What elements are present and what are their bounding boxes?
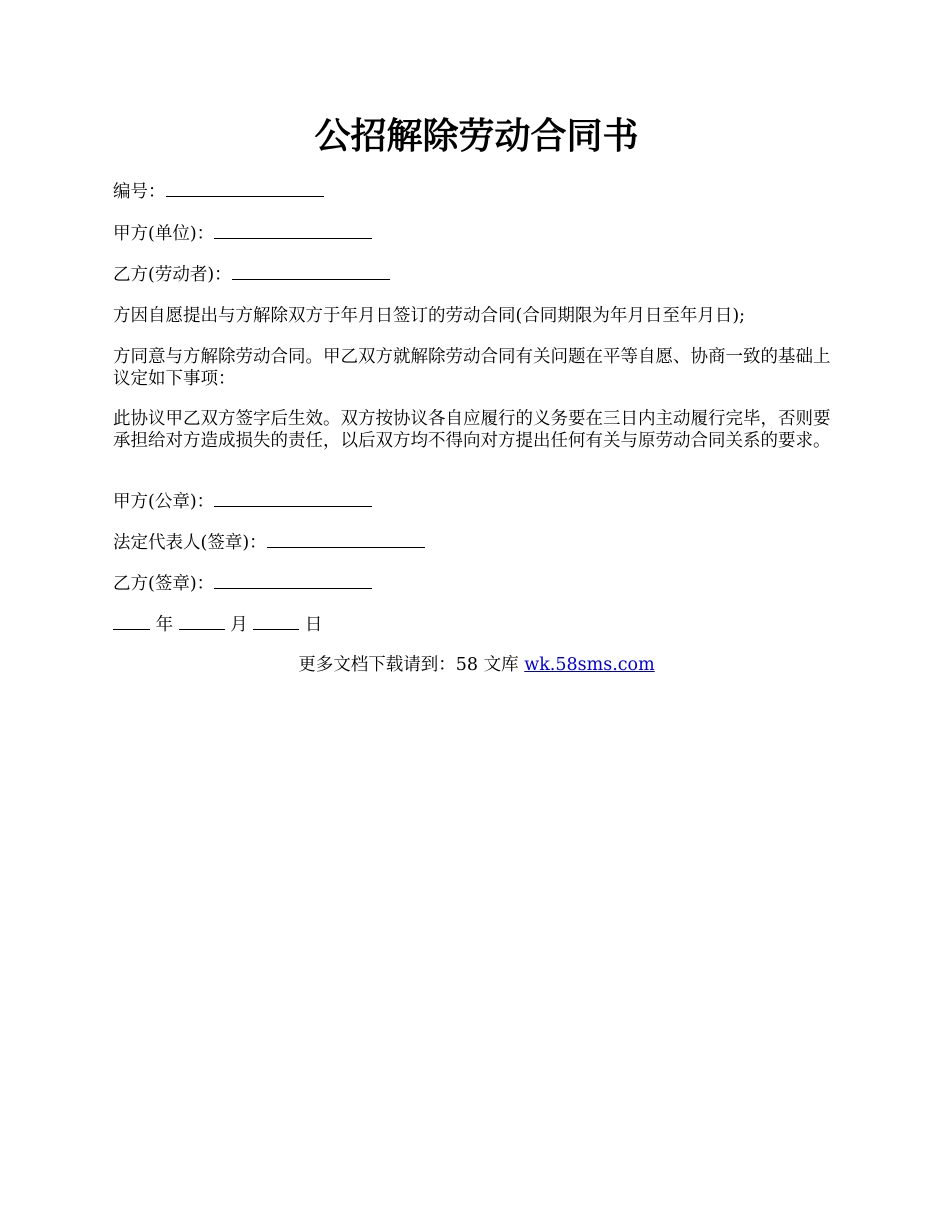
party-a-label: 甲方(单位)：: [113, 224, 215, 244]
party-b-sign-field: [113, 573, 840, 595]
date-line: [113, 614, 840, 636]
party-b-sign-label: 乙方(签章)：: [113, 574, 215, 594]
party-b-field: [113, 264, 840, 286]
day-blank: [253, 615, 299, 630]
party-b-label: 乙方(劳动者)：: [113, 265, 232, 285]
party-b-blank: [232, 265, 390, 280]
footer-text: 更多文档下载请到：58 文库: [298, 655, 519, 675]
party-a-blank: [214, 224, 372, 239]
year-blank: [113, 615, 150, 630]
number-field: [113, 181, 840, 203]
legal-rep-field: [113, 532, 840, 554]
party-a-seal-blank: [214, 492, 372, 507]
footer: [113, 654, 840, 676]
party-a-field: [113, 223, 840, 245]
month-blank: [179, 615, 225, 630]
legal-rep-blank: [267, 533, 425, 548]
document-title: 公招解除劳动合同书: [314, 115, 639, 157]
day-label: 日: [304, 615, 323, 635]
month-label: 月: [230, 615, 248, 635]
paragraph-3: 此协议甲乙双方签字后生效。双方按协议各自应履行的义务要在三日内主动履行完毕，否则要承担给对方造成损失的责任，以后双方均不得向对方提出任何有关与原劳动合同关系的要求。: [113, 409, 831, 451]
party-a-seal-field: [113, 491, 840, 513]
number-label: 编号：: [113, 182, 166, 202]
paragraph-2: 方同意与方解除劳动合同。甲乙双方就解除劳动合同有关问题在平等自愿、协商一致的基础上议定如下事项：: [113, 347, 831, 389]
party-a-seal-label: 甲方(公章)：: [113, 492, 215, 512]
party-b-sign-blank: [214, 574, 372, 589]
paragraph-1: 方因自愿提出与方解除双方于年月日签订的劳动合同(合同期限为年月日至年月日);: [113, 306, 746, 326]
legal-rep-label: 法定代表人(签章)：: [113, 533, 267, 553]
footer-link[interactable]: wk.58sms.com: [524, 655, 655, 675]
year-label: 年: [155, 615, 174, 635]
number-blank: [166, 182, 324, 197]
